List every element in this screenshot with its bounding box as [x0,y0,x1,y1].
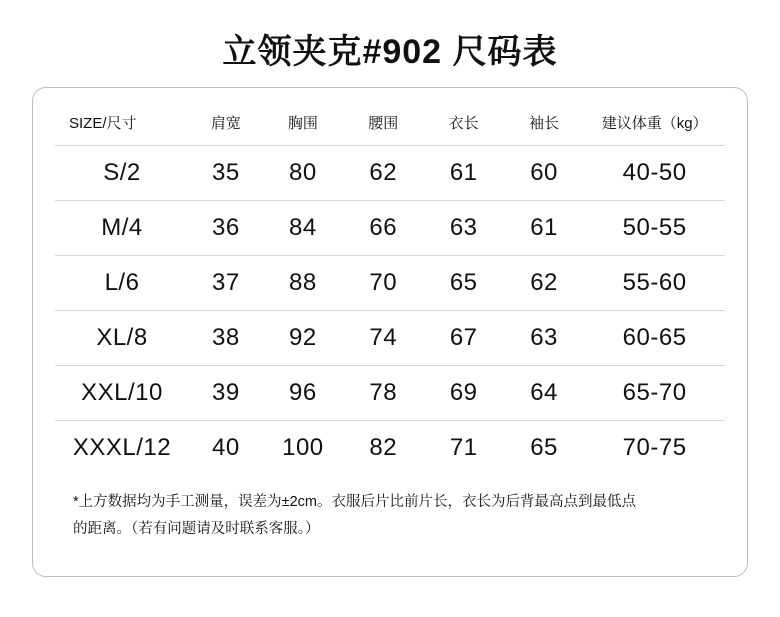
page-title: 立领夹克#902 尺码表 [222,33,558,71]
cell-length: 63 [423,201,503,256]
cell-sleeve: 60 [504,146,584,201]
table-header-row [55,106,725,146]
cell-size: S/2 [55,146,189,201]
cell-sleeve: 63 [504,311,584,366]
column-header-bust: 胸围 [287,115,318,132]
size-table [55,106,725,475]
cell-length: 67 [423,311,503,366]
cell-weight: 60-65 [584,311,725,366]
cell-bust: 80 [263,146,343,201]
table-row [55,421,725,476]
measurement-note-line-1: *上方数据均为手工测量，误差为±2cm。衣服后片比前片长，衣长为后背最高点到最低点 [73,494,636,510]
cell-length: 71 [423,421,503,476]
cell-weight: 70-75 [584,421,725,476]
cell-sleeve: 61 [504,201,584,256]
cell-shoulder: 35 [189,146,263,201]
cell-bust: 96 [263,366,343,421]
column-header-waist: 腰围 [368,115,399,132]
table-row [55,146,725,201]
column-header-size: SIZE/尺寸 [69,115,137,132]
cell-bust: 92 [263,311,343,366]
cell-weight: 55-60 [584,256,725,311]
cell-weight: 50-55 [584,201,725,256]
table-header [55,106,725,146]
cell-shoulder: 37 [189,256,263,311]
cell-waist: 62 [343,146,423,201]
cell-length: 65 [423,256,503,311]
cell-waist: 78 [343,366,423,421]
measurement-note [55,489,725,543]
table-row [55,366,725,421]
cell-waist: 70 [343,256,423,311]
cell-weight: 40-50 [584,146,725,201]
cell-bust: 100 [263,421,343,476]
table-row [55,201,725,256]
cell-bust: 88 [263,256,343,311]
measurement-note-line-2: 的距离。（若有问题请及时联系客服。） [73,520,320,537]
cell-waist: 82 [343,421,423,476]
cell-shoulder: 40 [189,421,263,476]
column-header-length: 衣长 [448,115,479,132]
table-body [55,146,725,476]
cell-shoulder: 38 [189,311,263,366]
cell-size: L/6 [55,256,189,311]
cell-sleeve: 65 [504,421,584,476]
table-row [55,311,725,366]
cell-length: 69 [423,366,503,421]
cell-bust: 84 [263,201,343,256]
cell-size: XL/8 [55,311,189,366]
cell-size: M/4 [55,201,189,256]
cell-shoulder: 39 [189,366,263,421]
cell-waist: 66 [343,201,423,256]
table-row [55,256,725,311]
cell-sleeve: 64 [504,366,584,421]
column-header-sleeve: 袖长 [529,115,560,132]
column-header-weight: 建议体重（kg） [601,115,708,132]
cell-size: XXXL/12 [55,421,189,476]
column-header-shoulder: 肩宽 [210,115,241,132]
size-chart-card [32,87,748,577]
cell-weight: 65-70 [584,366,725,421]
cell-size: XXL/10 [55,366,189,421]
cell-shoulder: 36 [189,201,263,256]
cell-length: 61 [423,146,503,201]
cell-waist: 74 [343,311,423,366]
cell-sleeve: 62 [504,256,584,311]
